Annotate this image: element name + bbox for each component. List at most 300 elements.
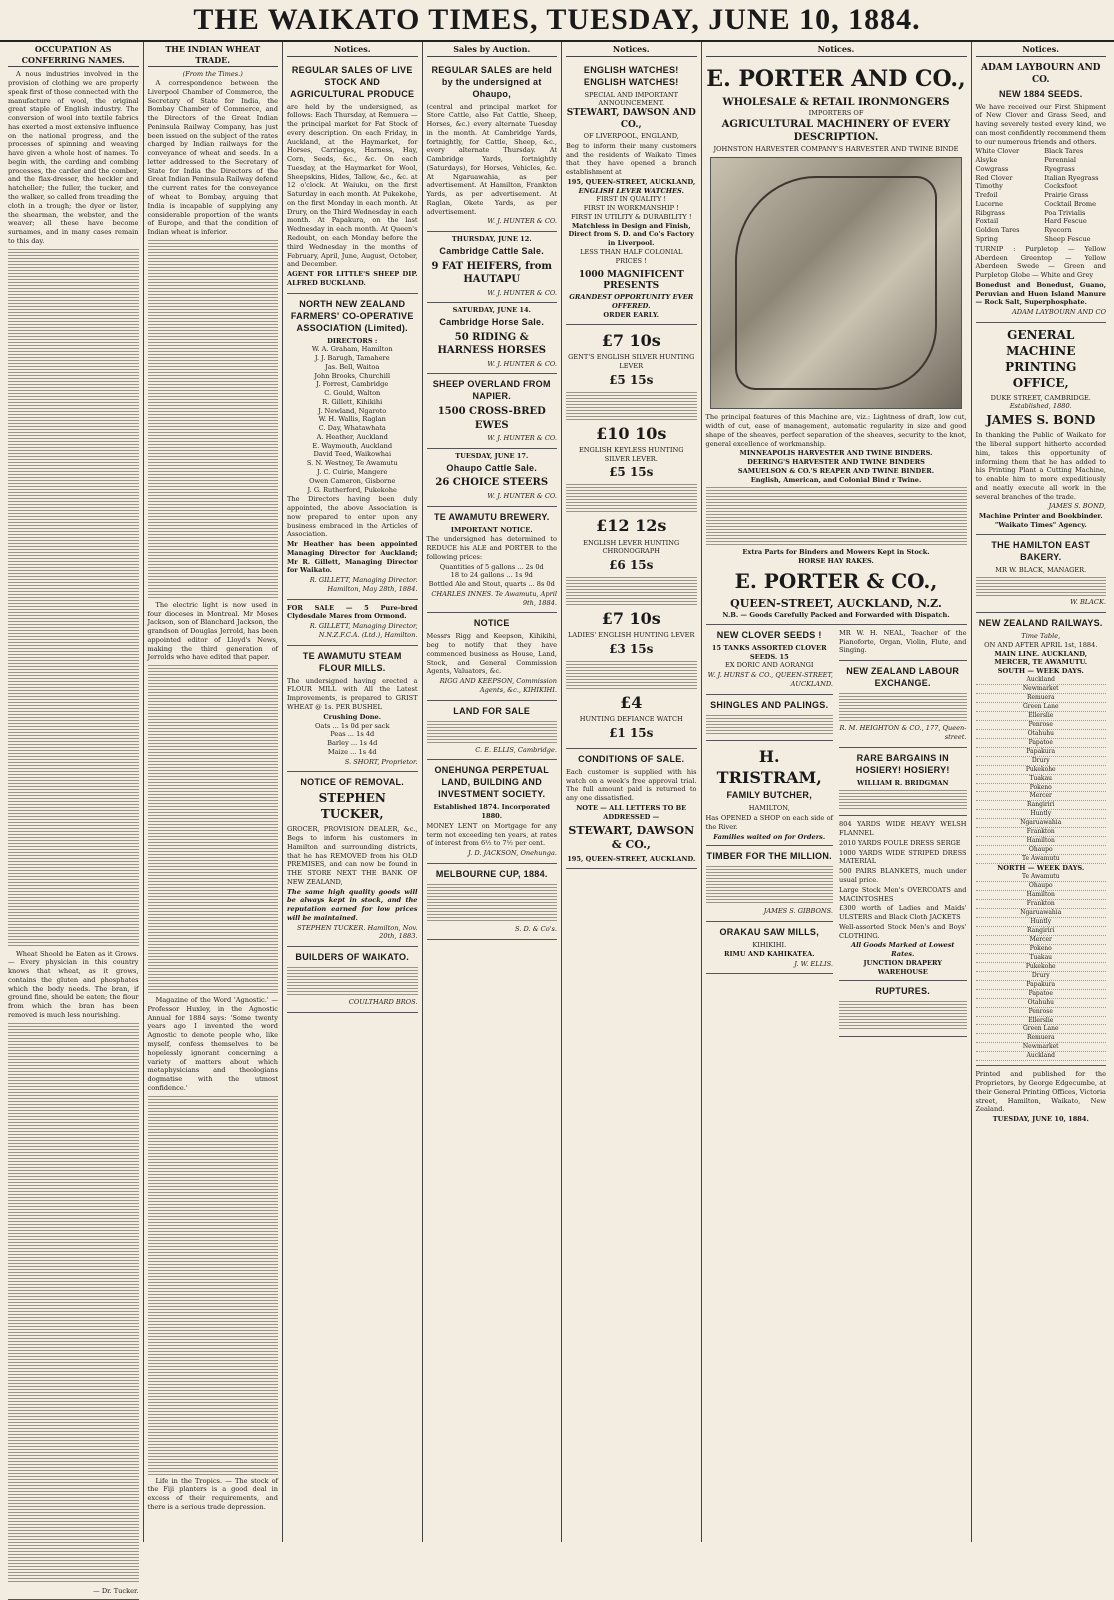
column-1 [4, 42, 144, 1595]
ad-city: OF LIVERPOOL, ENGLAND, [583, 132, 679, 141]
station-name: Hamilton [976, 837, 1107, 846]
ad-brewery [427, 507, 558, 614]
column-head: Notices. [287, 44, 418, 57]
lower-ads-left [706, 625, 834, 1037]
ad-established: Established, 1880. [1009, 402, 1072, 411]
ad-notice: Mr Heather has been appointed Managing Director for Auckland; Mr R. Gillett, Managing Director for Waikato. [287, 540, 418, 575]
article-body-3: Magazine of the Word 'Agnostic.' — Professor Huxley, in the Agnostic Annual for 1884 says: 'Some twenty years ago I invented the word Agnostic to denote people who, like myself, confess themselves to be hopelessly ignorant concerning a variety of matters about which metaphysicians and theologians dogmatise with the utmost confidence.' [147, 996, 278, 1092]
station-name: Papakura [976, 747, 1107, 756]
imprint-date: TUESDAY, JUNE 10, 1884. [992, 1115, 1089, 1124]
text-block [839, 1000, 967, 1030]
timetable-south-heading: SOUTH — WEEK DAYS. [997, 667, 1084, 676]
ad-subtitle: MR W. BLACK, MANAGER. [995, 565, 1087, 574]
sale-lot: 50 RIDING & HARNESS HORSES [437, 332, 547, 357]
ad-note: All Goods Marked at Lowest Rates. [851, 941, 955, 959]
ad-signature: R. GILLETT, Managing Director. Hamilton, May 28th, 1884. [309, 576, 418, 593]
claim-line: FIRST IN WORKMANSHIP ! [583, 204, 679, 213]
article-body-2: The electric light is now used in four dioceses in Montreal. Mr Moses Jackson, son of Blanchard Jackson, the grandson of Douglas Jerrold, has been appointed editor of Lloyd's News, making the third generation of Jerrolds who have edited that paper. [147, 600, 278, 662]
imprint-text: Printed and published for the Proprietors, by George Edgecumbe, at their General Printing Offices, Victoria street, Hamilton, Waikato, New Zealand. [975, 1070, 1106, 1114]
ad-line: Well-assorted Stock Men's and Boys' CLOTHING. [839, 922, 967, 940]
ad-note: Families waited on for Orders. [713, 832, 826, 841]
ad-title: LAND FOR SALE [453, 705, 531, 716]
page-columns [4, 42, 1110, 1595]
director-name: A. Heather, Auckland [316, 432, 388, 441]
masthead [0, 0, 1114, 42]
ad-body: The principal features of this Machine are, viz.: Lightness of draft, low cut, width of cut, ease of management, automatic regularity in size and good shape of the sheaves, perfect separation of the sheaves, security to the knot, general excellence of workmanship. [705, 413, 967, 448]
ad-title: NOTICE OF REMOVAL. [300, 777, 405, 788]
text-block [148, 664, 279, 994]
ad-title: ORAKAU SAW MILLS, [719, 927, 820, 937]
ad-land-for-sale [427, 701, 558, 761]
station-name: Otahuhu [976, 998, 1107, 1007]
ad-title: ENGLISH WATCHES! ENGLISH WATCHES! [583, 64, 679, 87]
timetable-row [976, 890, 1107, 899]
timetable-row [976, 926, 1107, 935]
price-label: GENT'S ENGLISH SILVER HUNTING LEVER [568, 353, 695, 370]
station-name: Frankton [976, 899, 1107, 908]
station-name: Otahuhu [976, 729, 1107, 738]
station-name: Pukekohe [976, 962, 1107, 971]
ad-title: NEW ZEALAND LABOUR EXCHANGE. [846, 666, 960, 689]
ad-signature: W. J. HUNTER & CO. [487, 491, 557, 500]
text-block [8, 1022, 139, 1582]
ad-signature: CHARLES INNES. Te Awamutu, April 9th, 1884. [431, 589, 557, 607]
price-line: Peas ... 1s 4d [330, 730, 375, 739]
timetable-north [976, 873, 1107, 1061]
station-name: Papatoe [976, 738, 1107, 747]
ad-signature: W. J. HUNTER & CO. [487, 359, 557, 368]
sale-date: THURSDAY, JUNE 12. [451, 235, 532, 244]
station-name: Ngaruawahia [976, 819, 1107, 828]
ad-clover-seeds [706, 625, 834, 695]
timetable-row [976, 729, 1107, 738]
product-heading: MINNEAPOLIS HARVESTER AND TWINE BINDERS. [739, 449, 933, 458]
column-head: Notices. [566, 44, 697, 57]
station-name: Rangiriri [976, 926, 1107, 935]
director-name: W. H. Wallis, Raglan [318, 415, 386, 424]
price-label: LADIES' ENGLISH HUNTING LEVER [568, 631, 695, 640]
column-4 [423, 42, 563, 1542]
timetable-row [976, 828, 1107, 837]
article-signature: — Dr. Tucker. [8, 1584, 139, 1600]
text-block [566, 483, 697, 513]
station-name: Pokeno [976, 783, 1107, 792]
article-body: A correspondence between the Liverpool Chamber of Commerce, the Secretary of State for India, the Bombay Chamber of Commerce, and the Directors of the Great Indian Peninsula Railway Company, has just been issued on the subject of the rates charged by Indian railways for the conveyance of wheat and seeds. In a letter addressed to the Secretary of State for India the Directors of the Great Indian Peninsula Railway defend the current rates for the conveyance of wheat to Bombay, arguing that India is incapable of supplying any considerable proportion of the wants of Europe, and that the condition of Indian wheat is inferior. [147, 79, 278, 237]
ad-body: Messrs Rigg and Keepson, Kihikihi, beg to notify that they have commenced business as House, Land, Stock, and General Commission Agents, Valuators, &c. [426, 632, 557, 676]
ad-title: NEW ZEALAND RAILWAYS. [978, 618, 1103, 629]
price-tag: £7 10s [601, 609, 661, 628]
timetable-row [976, 676, 1107, 684]
ad-name: JAMES S. BOND [986, 413, 1096, 428]
ad-signature: W. J. HUNTER & CO. [487, 217, 557, 226]
price-tag: £6 15s [609, 558, 654, 573]
timetable-row [976, 917, 1107, 926]
ad-signature: C. E. ELLIS, Cambridge. [475, 745, 557, 754]
ad-note: NOTE — ALL LETTERS TO BE ADDRESSED — [576, 804, 687, 821]
ad-signature: STEPHEN TUCKER. Hamilton, Nov. 20th, 1883. [297, 923, 418, 941]
ad-body: MR W. H. NEAL, Teacher of the Pianoforte, Organ, Violin, Flute, and Singing. [839, 628, 967, 655]
ad-company: STEWART, DAWSON AND CO., [566, 108, 696, 131]
station-name: Newmarket [976, 1043, 1107, 1052]
text-block [566, 660, 697, 690]
ad-line: 1000 YARDS WIDE STRIPED DRESS MATERIAL [839, 848, 967, 866]
text-block [706, 865, 834, 905]
station-name: Mercer [976, 792, 1107, 801]
company-name: E. PORTER AND CO., [706, 65, 966, 92]
column-6-7 [702, 42, 972, 1542]
ad-title: BUILDERS OF WAIKATO. [295, 952, 410, 963]
product-heading: HORSE HAY RAKES. [798, 557, 874, 566]
timetable-row [976, 738, 1107, 747]
director-name: Owen Cameron, Gisborne [309, 476, 396, 485]
seed-item: Trefoil [975, 191, 998, 200]
ad-shingles [706, 695, 834, 741]
ad-signature: S. SHORT, Proprietor. [344, 757, 418, 766]
price-tag: £10 10s [596, 423, 667, 443]
ad-title: REGULAR SALES OF LIVE STOCK AND AGRICULTURAL PRODUCE [290, 64, 415, 99]
ad-title: NORTH NEW ZEALAND FARMERS' CO-OPERATIVE ASSOCIATION (Limited). [290, 298, 414, 333]
ad-signature: J. D. JACKSON, Onehunga. [468, 849, 557, 858]
price-tag: £4 [620, 692, 643, 712]
ad-role: Machine Printer and Bookbinder. [978, 512, 1103, 521]
timetable-row [976, 980, 1107, 989]
ad-timber [706, 846, 834, 922]
ad-signature: R. M. HEIGHTON & CO., 177, Queen-street. [839, 724, 967, 741]
timetable-south [976, 676, 1107, 864]
timetable-row [976, 792, 1107, 801]
seed-item: Lucerne [975, 199, 1004, 208]
text-block [706, 714, 834, 734]
timetable-row [976, 801, 1107, 810]
director-name: E. Waymouth, Auckland [312, 441, 393, 450]
timetable-row [976, 935, 1107, 944]
column-head: Sales by Auction. [427, 44, 558, 57]
ad-title: NEW 1884 SEEDS. [998, 88, 1083, 99]
opportunity-heading: GRANDEST OPPORTUNITY EVER OFFERED. [569, 293, 694, 311]
watch-price-list [566, 325, 697, 749]
director-name: R. Gillett, Kihikihi [322, 397, 383, 406]
ad-signature: ADAM LAYBOURN AND CO [1011, 308, 1106, 317]
ad-regular-sales [427, 60, 558, 233]
ad-signature: JUNCTION DRAPERY WAREHOUSE [863, 958, 942, 976]
article-source: (From the Times.) [182, 70, 243, 79]
ad-signature: W. J. HUNTER & CO. [487, 433, 557, 442]
ad-live-stock-sales [287, 60, 418, 294]
timetable-row [976, 855, 1107, 864]
price-line: Oats ... 1s 0d per sack [315, 721, 390, 730]
price-tag: £5 15s [609, 372, 654, 387]
sale-lot: 1500 CROSS-BRED EWES [437, 406, 546, 431]
ad-body: The undersigned having erected a FLOUR MILL with All the Latest Improvements, is prepared to GRIST WHEAT @ 1s. PER BUSHEL [287, 676, 418, 712]
directors-label: DIRECTORS : [327, 336, 378, 345]
ad-lot: 15 TANKS ASSORTED CLOVER SEEDS. 15 [711, 643, 827, 661]
product-heading: DEERING'S HARVESTER AND TWINE BINDERS [747, 458, 925, 467]
ad-title: THE HAMILTON EAST BAKERY. [991, 539, 1091, 562]
station-name: Drury [976, 756, 1107, 765]
seed-item: Hard Fescue [1044, 217, 1087, 226]
watch-claims [566, 195, 697, 221]
ad-signature: W. J. HUNTER & CO. [487, 288, 557, 297]
ad-bakery [976, 535, 1107, 613]
ad-title: NEW CLOVER SEEDS ! [716, 629, 822, 640]
station-name: Drury [976, 971, 1107, 980]
ad-e-porter [706, 60, 967, 625]
ad-address: 195, QUEEN-STREET, AUCKLAND, [567, 177, 696, 186]
ad-signature: STEWART, DAWSON & CO., [568, 823, 695, 852]
ad-address: DUKE STREET, CAMBRIDGE. [990, 393, 1091, 402]
seed-item: Cowgrass [975, 164, 1009, 173]
ad-name: H. TRISTRAM, [716, 746, 822, 787]
ad-name: ADAM LAYBOURN AND CO. [981, 62, 1101, 85]
ad-location: HAMILTON, [748, 804, 790, 813]
sale-title: Ohaupo Cattle Sale. [446, 462, 538, 473]
railway-timetable [976, 613, 1107, 1066]
claim-line: FIRST IN UTILITY & DURABILITY ! [571, 212, 692, 221]
timetable-row [976, 774, 1107, 783]
price-line: 18 to 24 gallons ... 1s 9d [450, 571, 533, 580]
column-head: Notices. [976, 44, 1107, 57]
timetable-row [976, 962, 1107, 971]
director-name: J. Newland, Ngaroto [318, 406, 387, 415]
seed-item: Sheep Fescue [1044, 235, 1091, 244]
seed-item: White Clover [975, 147, 1020, 156]
sale-ohaupo-cattle [427, 449, 558, 507]
ad-body: Has OPENED a SHOP on each side of the River. [705, 813, 833, 831]
ad-subtitle: IMPORTANT NOTICE. [450, 525, 533, 534]
agency-label: "Waikato Times" Agency. [994, 520, 1087, 529]
ad-line: £300 worth of Ladies and Maids' ULSTERS and Black Cloth JACKETS [839, 904, 967, 922]
ad-tristram [706, 741, 834, 847]
ad-title: FAMILY BUTCHER, [726, 790, 812, 801]
sale-title: Cambridge Horse Sale. [439, 317, 545, 328]
product-heading: SAMUELSON & CO.'S REAPER AND TWINE BINDER. [737, 466, 935, 475]
ad-hosiery [839, 748, 967, 817]
ad-matchless: Matchless in Design and Finish, Direct from S. D. and Co's Factory in Liverpool. [568, 221, 694, 248]
product-heading: English, American, and Colonial Bind r Twine. [750, 475, 922, 484]
timetable-line: MAIN LINE. AUCKLAND, MERCER, TE AWAMUTU. [994, 649, 1088, 667]
ad-body: GROCER, PROVISION DEALER, &c., Begs to inform his customers in Hamilton and surrounding districts, that he has REMOVED from his OLD PREMISES, and can now be found in THE STORE NEXT THE BANK OF NEW ZEALAND, [287, 825, 418, 886]
ad-heading: RIMU AND KAHIKATEA. [723, 949, 815, 958]
seed-item: Cocksfoot [1044, 182, 1078, 191]
company-street: QUEEN-STREET, AUCKLAND, N.Z. [730, 596, 942, 610]
seed-item: Poa Trivialis [1044, 208, 1086, 217]
ad-clydesdale [287, 600, 418, 646]
ad-subtitle: Established 1874. Incorporated 1880. [433, 803, 551, 821]
timetable-row [976, 1052, 1107, 1061]
station-name: Te Awamutu [976, 855, 1107, 864]
director-name: John Brooks, Churchill [314, 371, 391, 380]
timetable-row [976, 1007, 1107, 1016]
station-name: Papakura [976, 980, 1107, 989]
article-body-2: Wheat Shoold be Eaten as it Grows. — Every physician in this country knows that wheat, as it grows, contains the gluten and phosphates which the body needs. The bran, if ground fine, should be eaten; the flour from which the bran has been removed is much less nourishing. [8, 949, 139, 1019]
timetable-row [976, 944, 1107, 953]
ad-title: CONDITIONS OF SALE. [578, 753, 685, 764]
station-name: Ohaupo [976, 881, 1107, 890]
sale-title: SHEEP OVERLAND FROM NAPIER. [432, 379, 551, 402]
timetable-row [976, 684, 1107, 693]
timetable-row [976, 837, 1107, 846]
director-name: C. Gould, Walton [324, 389, 381, 398]
ad-title: REGULAR SALES are held by the undersigned at Ohaupo, [431, 64, 553, 99]
column-3 [283, 42, 423, 1542]
seed-item: Cocktail Brome [1044, 199, 1096, 208]
importers-label: IMPORTERS OF [808, 109, 864, 118]
station-name: Pokeno [976, 944, 1107, 953]
timetable-row [976, 1034, 1107, 1043]
text-block [566, 391, 697, 421]
ad-address: 195, QUEEN-STREET, AUCKLAND. [567, 854, 696, 863]
ad-flour-mills [287, 646, 418, 773]
timetable-row [976, 747, 1107, 756]
sale-sheep-napier [427, 374, 558, 448]
order-early: ORDER EARLY. [603, 310, 660, 319]
station-name: Hamilton [976, 890, 1107, 899]
seed-item: Perennial Ryegrass [1044, 156, 1076, 173]
station-name: Ellerslie [976, 711, 1107, 720]
goods-note: N.B. — Goods Carefully Packed and Forwarded with Dispatch. [722, 611, 950, 620]
seed-item: Golden Tares [975, 226, 1020, 235]
ad-conditions [566, 749, 697, 869]
ad-signature: COULTHARD BROS. [348, 998, 418, 1007]
timetable-row [976, 873, 1107, 881]
text-block [8, 248, 139, 948]
timetable-row [976, 810, 1107, 819]
seed-item: Prairie Grass [1044, 191, 1089, 200]
ad-title: MELBOURNE CUP, 1884. [435, 868, 548, 879]
company-name-2: E. PORTER & CO., [734, 568, 938, 593]
ad-signature: R. GILLETT, Managing Director, N.N.Z.F.C.A. (Ltd.), Hamilton. [309, 622, 418, 640]
timetable-label: Time Table, [1021, 632, 1061, 641]
text-block [839, 789, 967, 809]
ad-drapery [839, 816, 967, 981]
timetable-row [976, 819, 1107, 828]
ad-body: We have received our First Shipment of New Clover and Grass Seed, and having severely tested every kind, we can most confidently recommend them to our numerous friends and others. [975, 102, 1106, 146]
timetable-north-heading: NORTH — WEEK DAYS. [997, 864, 1085, 873]
directors-list [287, 345, 418, 494]
column-8 [972, 42, 1111, 1542]
station-name: Green Lane [976, 702, 1107, 711]
sale-date: TUESDAY, JUNE 17. [455, 451, 529, 460]
company-sub: WHOLESALE & RETAIL IRONMONGERS [722, 96, 950, 108]
director-name: C. Day, Whatawhata [318, 424, 386, 433]
timetable-date: ON AND AFTER APRIL 1st, 1884. [984, 640, 1098, 649]
ad-onehunga-society [427, 760, 558, 864]
timetable-row [976, 1025, 1107, 1034]
ad-signature: W. BLACK. [1070, 598, 1106, 607]
timetable-row [976, 702, 1107, 711]
newspaper-title: THE WAIKATO TIMES, TUESDAY, JUNE 10, 1884. [193, 3, 921, 36]
ad-note: The same high quality goods will be always kept in stock, and the reputation earned for low prices will be maintained. [287, 887, 418, 922]
ad-title: GENERAL MACHINE PRINTING OFFICE, [1005, 327, 1077, 390]
seed-item: Black Tares [1044, 147, 1084, 156]
ad-title: TIMBER FOR THE MILLION. [706, 851, 832, 862]
ad-name: WILLIAM R. BRIDGMAN [856, 778, 949, 787]
director-name: David Teed, Waikowhai [313, 450, 392, 459]
timetable-row [976, 881, 1107, 890]
sale-lot: 9 FAT HEIFERS, from HAUTAPU [431, 260, 553, 286]
ad-location: KIHIKIHI. [752, 940, 787, 949]
ad-turnip: TURNIP : Purpletop — Yellow Aberdeen Greentop — Yellow Aberdeen Swede — Green and Purpletop Globe — White and Grey [975, 244, 1106, 280]
ad-subtitle: SPECIAL AND IMPORTANT ANNOUNCEMENT. [584, 90, 679, 108]
station-name: Mercer [976, 935, 1107, 944]
timetable-row [976, 756, 1107, 765]
ad-body: Each customer is supplied with his watch on a week's free approval trial. The full amount paid is returned to any one dissatisfied. [566, 767, 697, 803]
johnston-heading: JOHNSTON HARVESTER COMPANY'S HARVESTER AND TWINE BINDE [713, 144, 959, 153]
station-name: Huntly [976, 917, 1107, 926]
station-name: Penrose [976, 1007, 1107, 1016]
station-name: Ohaupo [976, 846, 1107, 855]
ad-body: In thanking the Public of Waikato for the liberal support hitherto accorded him, takes this opportunity of informing them that he has added to his Printing Plant a Cutting Machine, to enable him to more expeditiously and neatly execute all work in the several branches of the trade. [975, 431, 1106, 501]
station-name: Frankton [976, 828, 1107, 837]
ad-body: The undersigned has determined to REDUCE his ALE and PORTER to the following prices: [426, 535, 557, 561]
ad-body: (central and principal market for Store Cattle, also Fat Cattle, Sheep, Horses, &c.) every alternate Tuesday in the month. At Cambridge Yards, fortnightly, for Cattle, Sheep, &c., every alternate Thursday. At Cambridge Yards, fortnightly (Saturdays), for Horses, Vehicles, &c. At Ngaruawahia, as per advertisement. At Hamilton, Frankton Yards, as per advertisement. At Raglan, Okete Yards, as per advertisement. [426, 102, 557, 216]
ad-title: NOTICE [473, 618, 510, 629]
seed-item: Ryecorn [1044, 226, 1072, 235]
director-name: S. N. Westney, Te Awamutu [306, 459, 398, 468]
ad-less: LESS THAN HALF COLONIAL PRICES ! [580, 247, 683, 265]
article-title: THE INDIAN WHEAT TRADE. [148, 44, 279, 67]
article-body-4: Life in the Tropics. — The stock of the Fiji planters is a good deal in excess of their requirements, and there is a serious trade depression. [147, 1476, 278, 1511]
station-name: Te Awamutu [976, 873, 1107, 881]
timetable-row [976, 989, 1107, 998]
ad-signature: AGENT FOR LITTLE'S SHEEP DIP. ALFRED BUCKLAND. [287, 270, 418, 287]
lower-ads-right [839, 625, 967, 1037]
sale-cambridge-cattle [427, 232, 558, 303]
column-2 [144, 42, 284, 1542]
text-block [976, 576, 1107, 596]
text-block [839, 692, 967, 722]
text-block [427, 720, 558, 744]
ad-title: FOR SALE — 5 Pure-bred Clydesdale Mares from Ormond. [287, 603, 418, 621]
column-head: Notices. [706, 44, 967, 57]
ad-subtitle: EX DORIC AND AORANGI [725, 661, 814, 670]
timetable-row [976, 693, 1107, 702]
ad-builders [287, 947, 418, 1013]
ad-body: are held by the undersigned, as follows: Each Thursday, at Remuera — the principal market for Fat Stock of every description. On each Friday, in Auckland, at the Haymarket, for Horses, Carriages, Harness, Hay, Corn, Seeds, &c., &c. On each Tuesday, at the Haymarket for Wool, Sheepskins, Hides, Tallow, &c., &c. at 12 o'clock. At Waiuku, on the first Saturday in each month. At Pukekohe, on the first Monday in each month. At Drury, on the Third Wednesday in each month. At Papakura, on the last Wednesday in each month. At Queen's Redoubt, on each Monday before the third Wednesday in the months of February, April, June, August, October, and December. [287, 102, 418, 269]
price-tag: £12 12s [596, 516, 667, 536]
timetable-row [976, 971, 1107, 980]
text-block [706, 486, 967, 546]
ad-signature: RIGG AND KEEPSON, Commission Agents, &c., KIHIKIHI. [439, 677, 557, 694]
price-tag: £3 15s [609, 642, 654, 657]
ad-line: 2010 YARDS FOULE DRESS SERGE [839, 838, 961, 847]
timetable-row [976, 846, 1107, 855]
station-name: Ellerslie [976, 1016, 1107, 1025]
ad-body: MONEY LENT on Mortgage for any term not exceeding ten years, at rates of interest from 6½ to 7½ per cent. [426, 821, 557, 848]
ad-title: TE AWAMUTU STEAM FLOUR MILLS. [302, 650, 402, 673]
article-body: A nous industries involved in the provision of clothing we are properly speak first of those connected with the manufacture of wool, the original great staple of English industry. The conversion of wool into textile fabrics has exerted a most extensive influence on the national progress, and the processes of spinning and weaving have given a whole host of names. To begin with, the carding and combing processes, the carder and the comber, and the flax-dresser, the heckler and hatcheller; the fuller, the tucker, and the walker, so called from treading the cloth in a trough; the dyer or lister, the shearman, the webster, and the weaver; all these have become surnames, and in many cases remain to this day. [8, 70, 139, 245]
director-name: J. C. Cuirie, Mangere [317, 468, 388, 476]
station-name: Penrose [976, 720, 1107, 729]
price-line: Bottled Ale and Stout, quarts ... 8s 0d [428, 580, 555, 589]
ad-signature: S. D. & Co's. [515, 924, 557, 933]
price-tag: £7 10s [601, 330, 661, 350]
column-5 [562, 42, 702, 1542]
director-name: J. Forrest, Cambridge [316, 380, 389, 389]
station-name: Remuera [976, 693, 1107, 702]
ad-line: 804 YARDS WIDE HEAVY WELSH FLANNEL [839, 820, 967, 838]
ad-line: 500 PAIRS BLANKETS, much under usual price. [839, 867, 967, 884]
timetable-row [976, 711, 1107, 720]
station-name: Remuera [976, 1034, 1107, 1043]
price-label: HUNTING DEFIANCE WATCH [579, 715, 683, 724]
ad-signature: W. J. HURST & CO., QUEEN-STREET, AUCKLAND. [707, 671, 833, 688]
ad-name: STEPHEN TUCKER, [318, 791, 386, 822]
station-name: Tuakau [976, 774, 1107, 783]
ad-notice-of-removal [287, 772, 418, 947]
prices-list [427, 563, 558, 589]
ad-laybourn-seeds [976, 60, 1107, 323]
